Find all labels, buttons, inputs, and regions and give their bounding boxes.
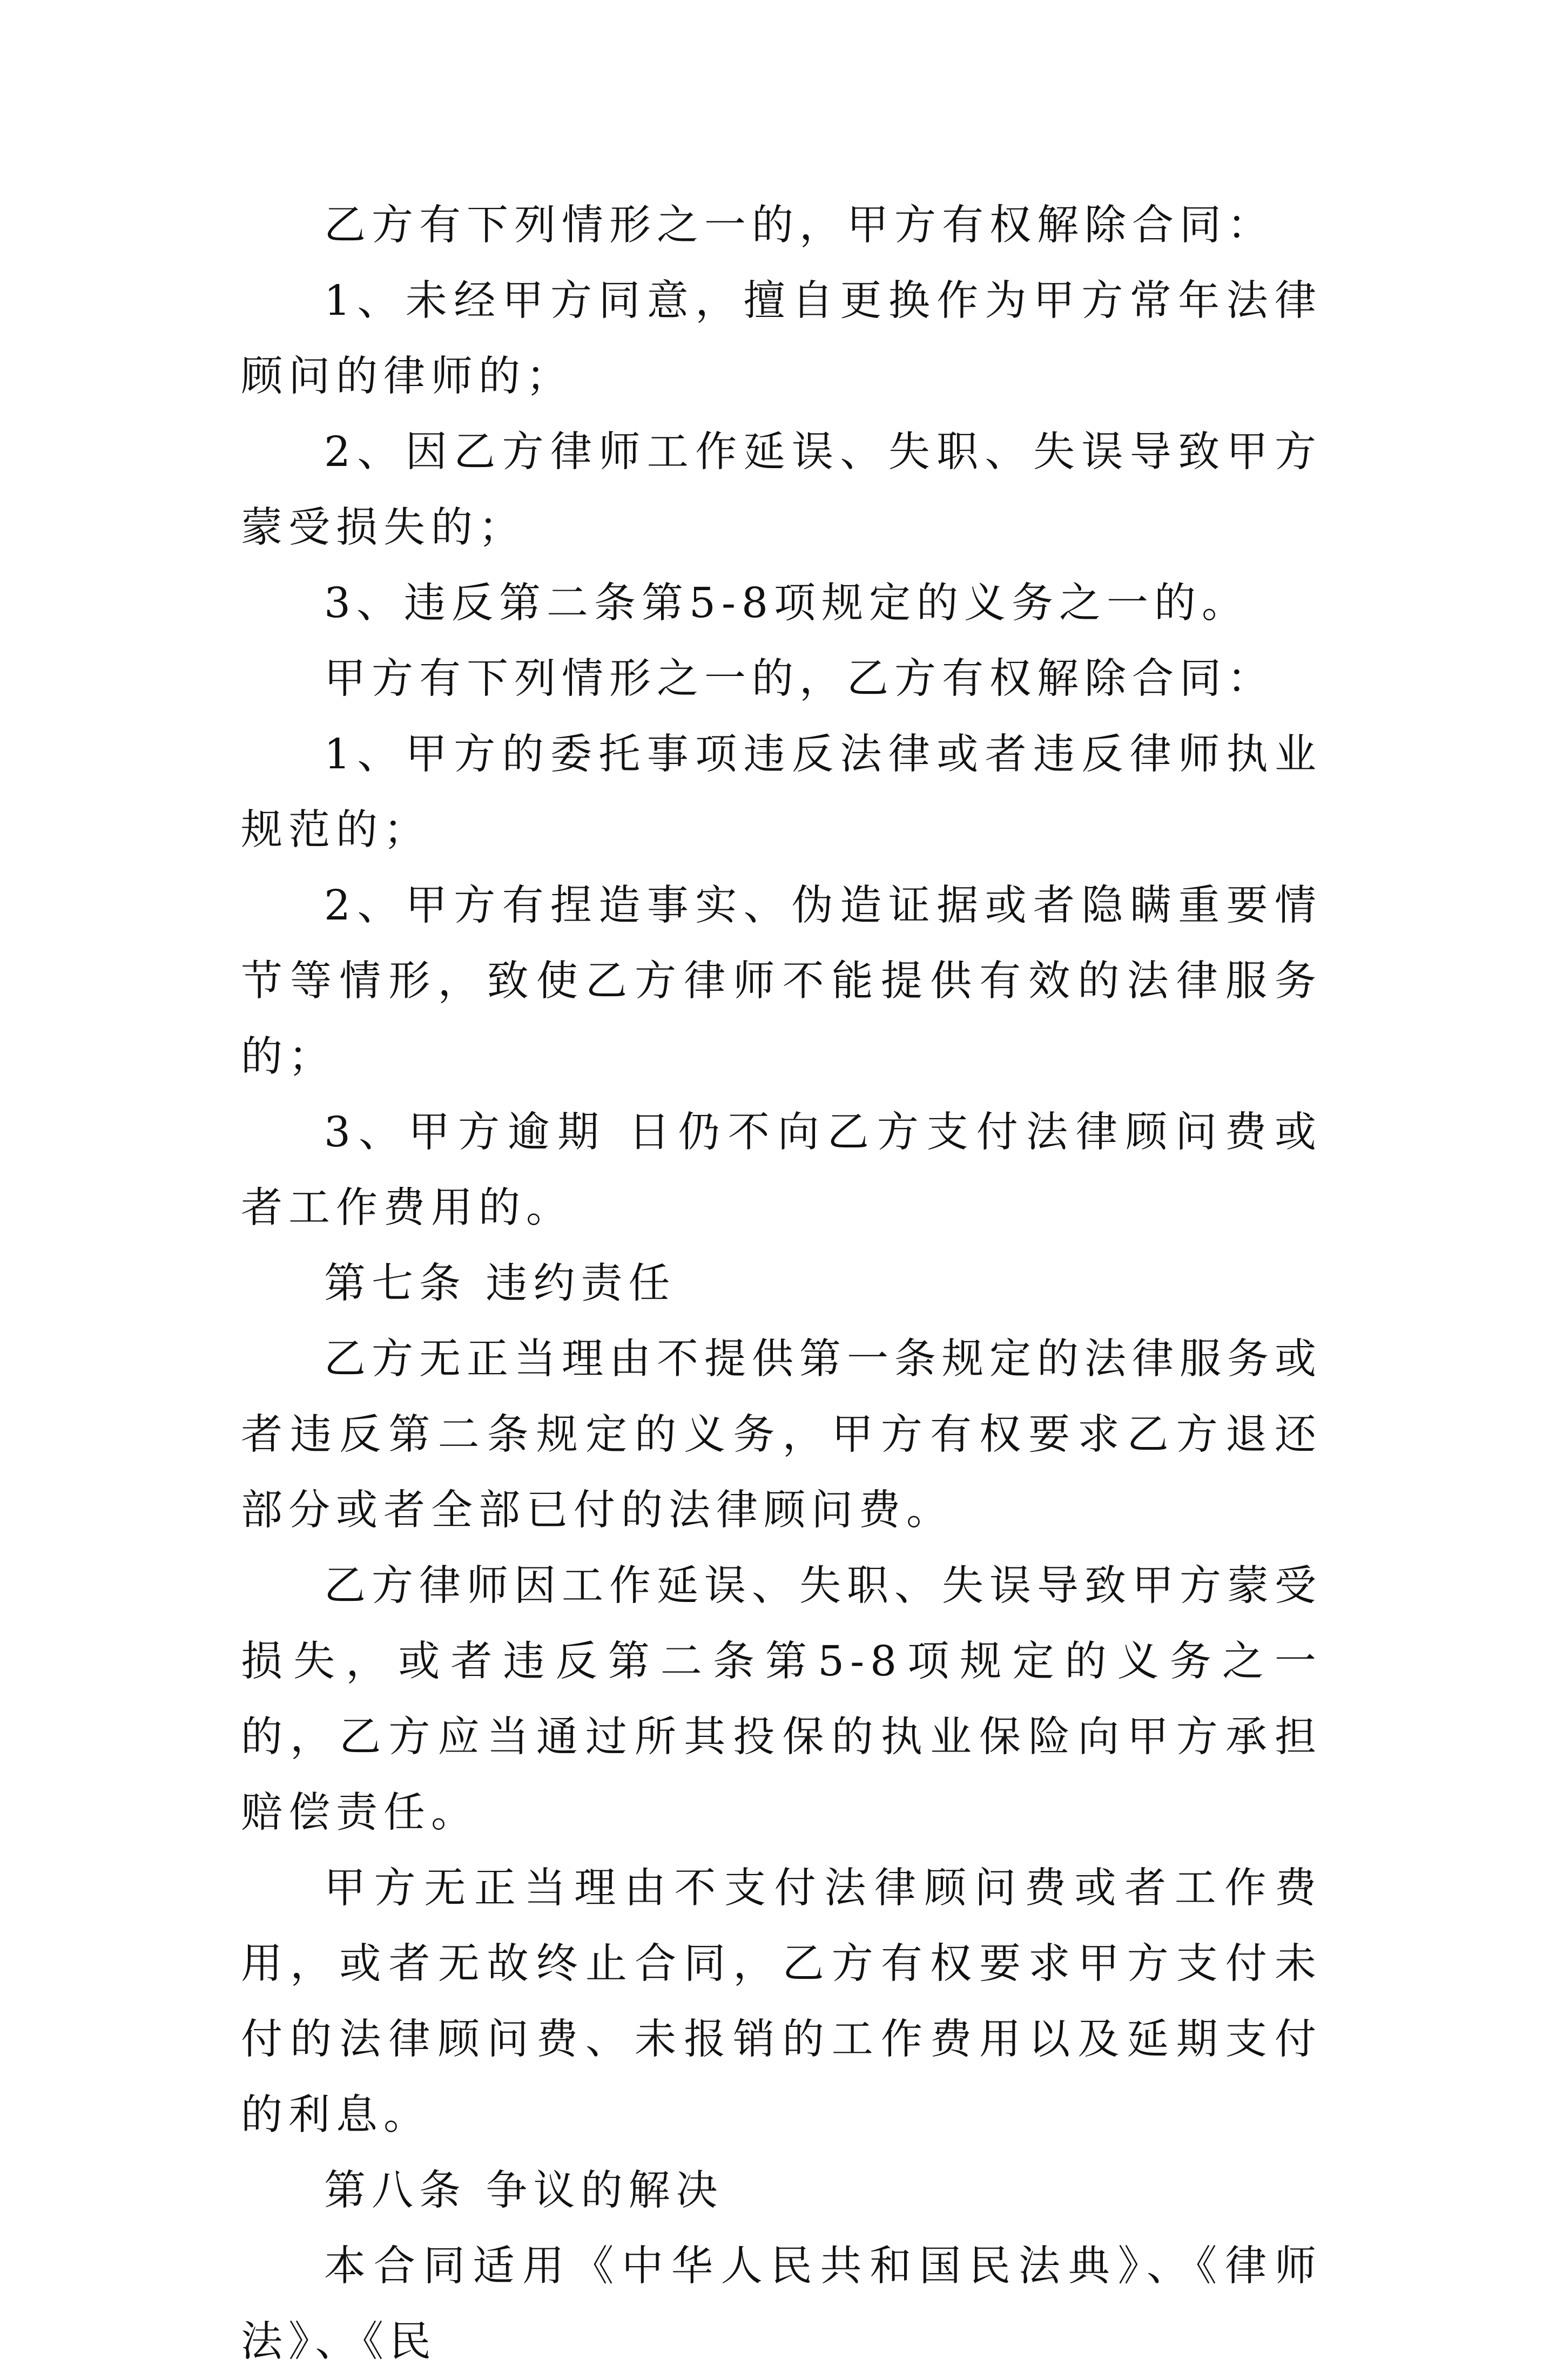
section-heading-article-7: 第七条 违约责任	[324, 1260, 676, 1308]
paragraph-item-2: 2、因乙方律师工作延误、失职、失误导致甲方蒙受损失的；	[241, 428, 1322, 552]
paragraph-liability-3: 甲方无正当理由不支付法律顾问费或者工作费用，或者无故终止合同，乙方有权要求甲方支付未付的法律顾问费、未报销的工作费用以及延期支付的利息。	[241, 1864, 1322, 2139]
paragraph-termination-by-party-a: 乙方有下列情形之一的，甲方有权解除合同：	[324, 201, 1275, 249]
paragraph-termination-by-party-b: 甲方有下列情形之一的，乙方有权解除合同：	[324, 655, 1275, 703]
paragraph-dispute-resolution: 本合同适用《中华人民共和国民法典》、《律师法》、《民	[241, 2242, 1322, 2366]
paragraph-item-2: 2、甲方有捏造事实、伪造证据或者隐瞒重要情节等情形，致使乙方律师不能提供有效的法律服务的；	[241, 882, 1322, 1081]
paragraph-item-1: 1、甲方的委托事项违反法律或者违反律师执业规范的；	[241, 731, 1322, 854]
paragraph-liability-2: 乙方律师因工作延误、失职、失误导致甲方蒙受损失，或者违反第二条第5-8项规定的义务之一的，乙方应当通过所其投保的执业保险向甲方承担赔偿责任。	[241, 1562, 1322, 1837]
paragraph-item-1: 1、未经甲方同意，擅自更换作为甲方常年法律顾问的律师的；	[241, 277, 1322, 401]
document-body	[241, 188, 1322, 2380]
paragraph-item-3: 3、违反第二条第5-8项规定的义务之一的。	[324, 579, 1249, 627]
section-heading-article-8: 第八条 争议的解决	[324, 2167, 724, 2215]
paragraph-liability-1: 乙方无正当理由不提供第一条规定的法律服务或者违反第二条规定的义务，甲方有权要求乙方退还部分或者全部已付的法律顾问费。	[241, 1335, 1322, 1534]
paragraph-item-3: 3、甲方逾期 日仍不向乙方支付法律顾问费或者工作费用的。	[241, 1108, 1322, 1232]
